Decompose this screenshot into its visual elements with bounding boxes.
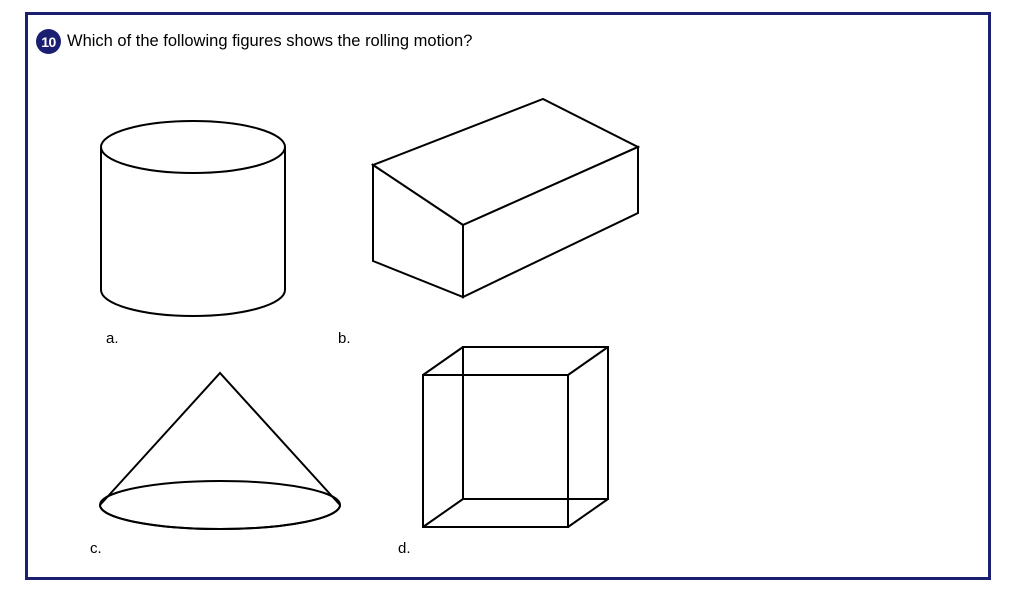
question-header [36,29,472,54]
option-d-label: d. [398,540,411,557]
option-c[interactable] [68,325,388,575]
cone-figure [68,325,388,555]
option-d[interactable] [368,325,668,575]
option-b-label: b. [338,330,351,347]
cube-figure [368,325,668,555]
rectangular-prism-figure [328,65,668,325]
cylinder-figure [68,65,328,325]
question-text: Which of the following figures shows the rolling motion? [67,32,473,50]
question-number-badge: 10 [36,29,61,54]
option-a[interactable] [68,65,328,347]
option-b[interactable] [328,65,668,347]
option-c-label: c. [90,540,102,557]
question-frame [25,12,991,580]
option-a-label: a. [106,330,119,347]
